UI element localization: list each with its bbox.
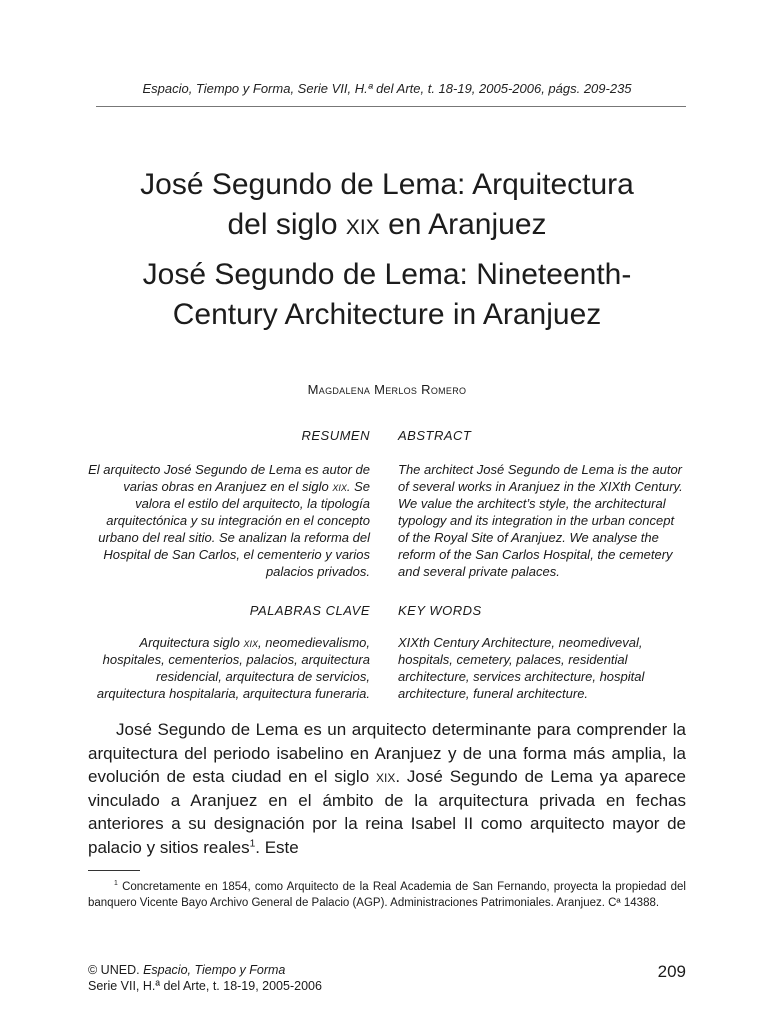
text: . Este: [255, 837, 299, 857]
palabras-clave-heading: PALABRAS CLAVE: [249, 603, 370, 618]
keyword-texts: [88, 634, 686, 702]
footnote-text: Concretamente en 1854, como Arquitecto de la Real Academia de San Fernando, proyecta la propiedad del banquero Vicente Bayo Archivo General de Palacio (AGP). Administraciones Patrimoniales. Aranjuez. Cª 14388.: [88, 880, 686, 910]
footnote-ref[interactable]: 1: [249, 838, 256, 850]
title-en-line2: Century Architecture in Aranjuez: [172, 298, 602, 331]
title-es-century: xix: [345, 208, 380, 241]
title-english: [60, 255, 714, 335]
summary-headings: [88, 427, 686, 444]
palabras-clave-text: [88, 634, 370, 702]
footer-row: [88, 962, 686, 994]
text: xix: [243, 635, 258, 650]
text: Arquitectura siglo: [139, 635, 244, 650]
text: José Segundo de Lema es un arquitecto determinante para comprender la arquitectura del periodo isabelino en Aranjuez y de una forma más amplia, la evolución de esta ciudad en el siglo: [88, 720, 686, 787]
resumen-heading: RESUMEN: [301, 428, 370, 443]
text: xix: [332, 479, 347, 494]
title-es-text: en Aranjuez: [379, 208, 547, 241]
resumen-text: [88, 461, 370, 580]
document-page: [88, 0, 686, 1014]
footer-line2: Serie VII, H.ª del Arte, t. 18-19, 2005-2006: [88, 978, 322, 993]
footnote: [88, 879, 686, 912]
title-spanish: [60, 165, 714, 245]
keyword-headings: [88, 602, 686, 619]
footer: [88, 962, 322, 994]
running-head: Espacio, Tiempo y Forma, Serie VII, H.ª del Arte, t. 18-19, 2005-2006, págs. 209-235: [142, 81, 632, 96]
title-es-line1: José Segundo de Lema: Arquitectura: [140, 168, 634, 201]
footnote-rule: [88, 870, 140, 871]
abstract-heading: ABSTRACT: [398, 428, 472, 443]
text: . Se valora el estilo del arquitecto, la tipología arquitectónica y su integración en el concepto urbano del real sitio. Se analizan la reforma del Hospital de San Carlos, el cementerio y varios palacios privados.: [98, 479, 370, 579]
text: © UNED.: [88, 962, 144, 977]
title-en-line1: José Segundo de Lema: Nineteenth-: [142, 258, 632, 291]
text: El arquitecto José Segundo de Lema es autor de varias obras en Aranjuez en el siglo: [88, 462, 370, 494]
abstract-text: The architect José Segundo de Lema is the autor of several works in Aranjuez in the XIXth Century. We value the architect’s style, the architectural typology and its integration in the urban concept of the Royal Site of Aranjuez. We analyse the reform of the San Carlos Hospital, the cemetery and several private palaces.: [398, 462, 683, 579]
summary-texts: [88, 461, 686, 580]
title-es-text: del siglo: [227, 208, 346, 241]
header-rule: [96, 106, 686, 107]
body-paragraph: [88, 718, 686, 860]
text: , neomedievalismo, hospitales, cementerios, palacios, arquitectura residencial, arquitectura de servicios, arquitectura hospitalaria, arquitectura funeraria.: [96, 635, 370, 701]
key-words-text: XIXth Century Architecture, neomediveval, hospitals, cemetery, palaces, residential architecture, services architecture, hospital architecture, funeral architecture.: [398, 635, 645, 701]
key-words-heading: KEY WORDS: [398, 603, 482, 618]
footnote-number: 1: [114, 879, 118, 887]
text: . José Segundo de Lema ya aparece vinculado a Aranjuez en el ámbito de la arquitectura privada en fechas anteriores a su designación por la reina Isabel II como arquitecto mayor de palacio y sitios reales: [88, 767, 686, 857]
page-number: 209: [657, 961, 686, 981]
text: Espacio, Tiempo y Forma: [143, 962, 286, 977]
author: Magdalena Merlos Romero: [307, 382, 467, 397]
footer-line1: [88, 962, 322, 978]
title-es-line2: [60, 205, 714, 245]
text: xix: [376, 767, 396, 787]
